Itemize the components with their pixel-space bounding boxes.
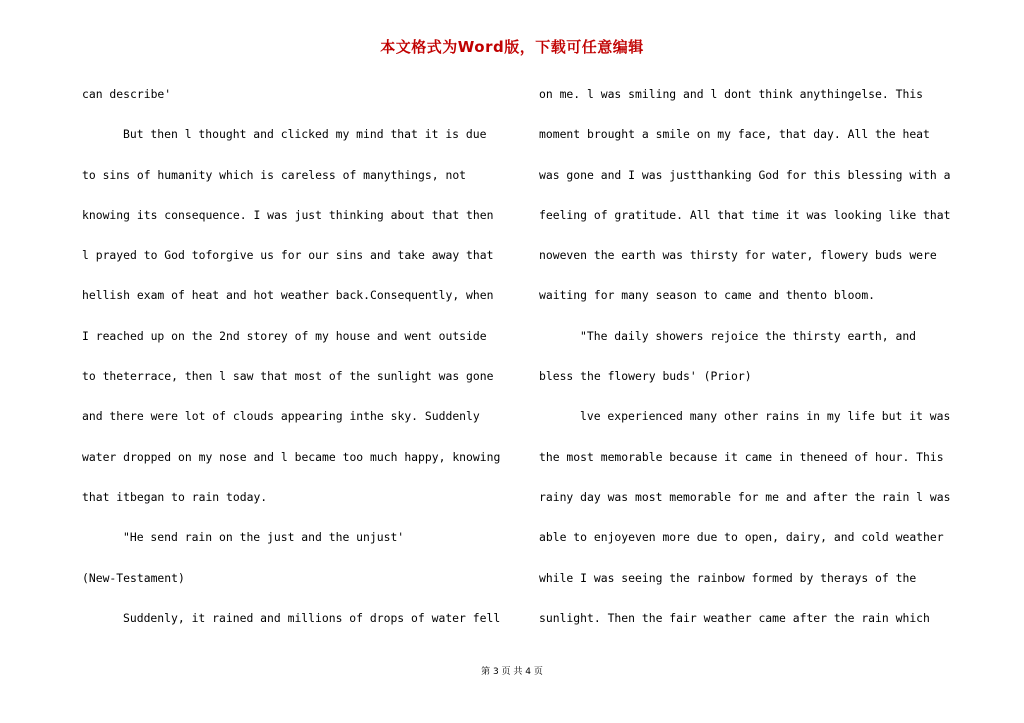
text-line: I reached up on the 2nd storey of my house and went outside bbox=[82, 328, 487, 343]
text-line: But then l thought and clicked my mind that it is due bbox=[123, 127, 487, 142]
quote-source-line: bless the flowery buds' (Prior) bbox=[539, 369, 752, 384]
text-line: moment brought a smile on my face, that day. All the heat bbox=[539, 127, 930, 142]
text-line: on me. l was smiling and l dont think anythingelse. This bbox=[539, 87, 924, 101]
text-line: while I was seeing the rainbow formed by therays of the bbox=[539, 570, 917, 585]
text-line: noweven the earth was thirsty for water, flowery buds were bbox=[539, 248, 937, 263]
left-text-column bbox=[82, 80, 507, 644]
document-header-title: 本文格式为Word版，下载可任意编辑 bbox=[380, 38, 644, 56]
text-line: l prayed to God toforgive us for our sins and take away that bbox=[82, 248, 494, 263]
text-line: water dropped on my nose and l became too much happy, knowing bbox=[82, 449, 501, 464]
text-line: hellish exam of heat and hot weather back.Consequently, when bbox=[82, 288, 494, 303]
text-line: to sins of humanity which is careless of manythings, not bbox=[82, 167, 467, 182]
quote-line: "He send rain on the just and the unjust' bbox=[123, 530, 405, 545]
text-line: knowing its consequence. I was just thinking about that then bbox=[82, 207, 494, 222]
text-line: the most memorable because it came in theneed of hour. This bbox=[539, 449, 944, 464]
text-line: rainy day was most memorable for me and after the rain l was bbox=[539, 489, 951, 504]
text-line: was gone and I was justthanking God for this blessing with a bbox=[539, 167, 951, 182]
page-number-footer: 第 3 页 共 4 页 bbox=[481, 667, 543, 677]
text-line: can describe' bbox=[82, 87, 172, 101]
text-line: and there were lot of clouds appearing inthe sky. Suddenly bbox=[82, 409, 480, 424]
right-text-column bbox=[539, 80, 959, 644]
text-line: to theterrace, then l saw that most of the sunlight was gone bbox=[82, 369, 494, 384]
text-line: able to enjoyeven more due to open, dairy, and cold weather bbox=[539, 530, 944, 545]
quote-line: "The daily showers rejoice the thirsty earth, and bbox=[580, 328, 917, 343]
text-line: that itbegan to rain today. bbox=[82, 489, 268, 504]
text-line: waiting for many season to came and thento bloom. bbox=[539, 288, 876, 303]
text-line: Suddenly, it rained and millions of drops of water fell bbox=[123, 610, 501, 625]
text-line: lve experienced many other rains in my life but it was bbox=[580, 409, 951, 424]
text-line: sunlight. Then the fair weather came after the rain which bbox=[539, 610, 930, 625]
text-line: feeling of gratitude. All that time it was looking like that bbox=[539, 207, 951, 222]
quote-source-line: (New-Testament) bbox=[82, 570, 185, 585]
